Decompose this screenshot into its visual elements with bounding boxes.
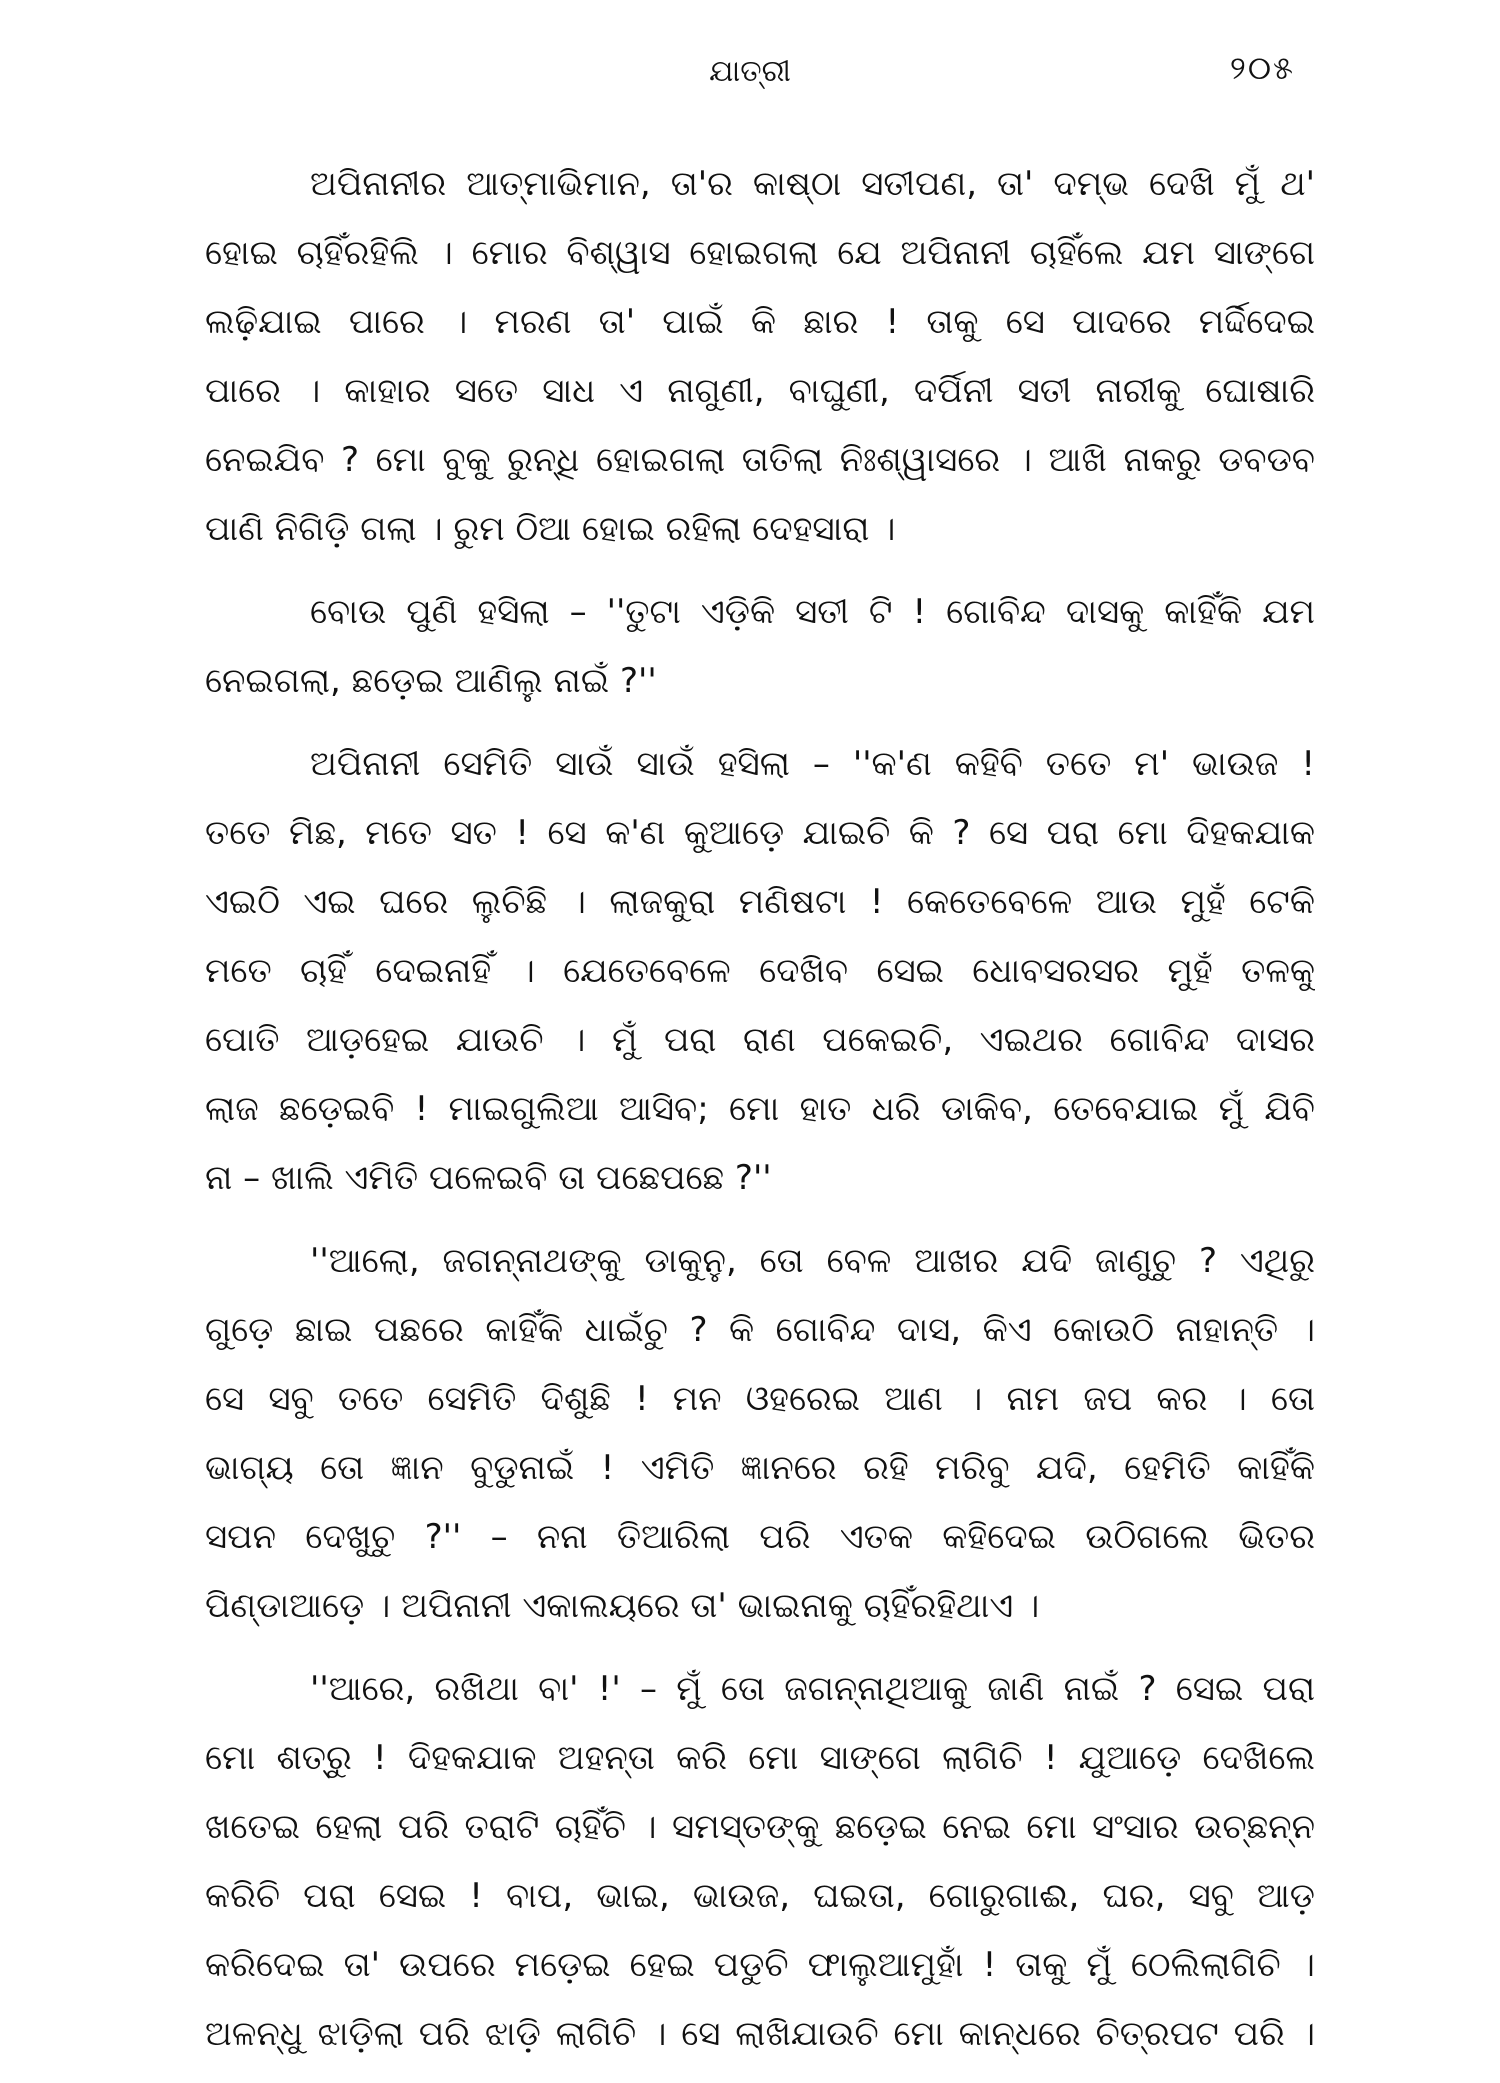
text-line: ତତେ ମିଛ, ମତେ ସତ ! ସେ କ'ଣ କୁଆଡ଼େ ଯାଇଚି କି ? ସେ ପରା ମୋ ଦିହକଯାକ — [205, 813, 1315, 853]
text-line: ଲାଜ ଛଡ଼େଇବି ! ମାଇଗୁଲିଆ ଆସିବ; ମୋ ହାତ ଧରି ଡାକିବ, ତେବେଯାଇ ମୁଁ ଯିବି — [205, 1089, 1315, 1129]
text-line: ଅପିନାନୀର ଆତ୍ମାଭିମାନ, ତା'ର କାଷ୍ଠା ସତୀପଣ, ତା' ଦମ୍ଭ ଦେଖି ମୁଁ ଥ' — [310, 164, 1315, 204]
text-line: ଏଇଠି ଏଇ ଘରେ ଲୁଚିଛି । ଲାଜକୁରା ମଣିଷଟା ! କେତେବେଳେ ଆଉ ମୁହଁ ଟେକି — [205, 882, 1315, 922]
text-line: ମତେ ଚାହିଁ ଦେଇନାହିଁ । ଯେତେବେଳେ ଦେଖିବ ସେଇ ଧୋବସରସର ମୁହଁ ତଳକୁ — [205, 951, 1315, 991]
text-line: ପାଣି ନିଗିଡ଼ି ଗଲା । ରୁମ ଠିଆ ହୋଇ ରହିଲା ଦେହସାରା । — [205, 509, 896, 549]
paragraph — [205, 578, 1315, 716]
text-line: ଖତେଇ ହେଲା ପରି ତରାଟି ଚାହିଁଚି । ସମସ୍ତଙ୍କୁ ଛଡ଼େଇ ନେଇ ମୋ ସଂସାର ଉଚ୍ଛନ୍ନ — [205, 1807, 1315, 1847]
paragraph — [205, 730, 1315, 1213]
page-number: ୨୦୫ — [1229, 49, 1295, 87]
text-line: ''ଆଲୋ, ଜଗନ୍ନାଥଙ୍କୁ ଡାକୁନୁ, ତୋ ବେଳ ଆଖର ଯଦି ଜାଣୁଚୁ ? ଏଥିରୁ — [310, 1241, 1315, 1281]
paragraph — [205, 1655, 1315, 2069]
text-line: ନେଇଯିବ ? ମୋ ବୁକୁ ରୁନ୍ଧି ହୋଇଗଲା ତାତିଲା ନିଃଶ୍ୱାସରେ । ଆଖି ନାକରୁ ଡବଡବ — [205, 440, 1315, 480]
text-line: ସେ ସବୁ ତତେ ସେମିତି ଦିଶୁଛି ! ମନ ଓହରେଇ ଆଣ । ନାମ ଜପ କର । ତୋ — [205, 1379, 1315, 1419]
page-header-title: ଯାତ୍ରୀ — [709, 54, 791, 89]
paragraph — [205, 1227, 1315, 1641]
text-line: ନେଇଗଲା, ଛଡ଼େଇ ଆଣିଲୁ ନାଇଁ ?'' — [205, 661, 657, 701]
text-line: ନା – ଖାଲି ଏମିତି ପଳେଇବି ତା ପଛେପଛେ ?'' — [205, 1158, 772, 1198]
text-line: ଲଢ଼ିଯାଇ ପାରେ । ମରଣ ତା' ପାଇଁ କି ଛାର ! ତାକୁ ସେ ପାଦରେ ମର୍ଦ୍ଦିଦେଇ — [205, 302, 1315, 342]
text-line: ଅଳନ୍ଧୁ ଝାଡ଼ିଲା ପରି ଝାଡ଼ି ଲାଗିଚି । ସେ ଲାଖିଯାଉଚି ମୋ କାନ୍ଧରେ ଚିତ୍ରପଟ ପରି । — [205, 2014, 1315, 2054]
text-line: ସପନ ଦେଖୁଚୁ ?'' – ନନା ତିଆରିଲା ପରି ଏତକ କହିଦେଇ ଉଠିଗଲେ ଭିତର — [205, 1517, 1315, 1557]
text-line: କରିଚି ପରା ସେଇ ! ବାପ, ଭାଇ, ଭାଉଜ, ଘଇତା, ଗୋରୁଗାଈ, ଘର, ସବୁ ଆଡ଼ — [205, 1876, 1315, 1916]
text-line: ପିଣ୍ଡାଆଡ଼େ । ଅପିନାନୀ ଏକାଲୟରେ ତା' ଭାଇନାକୁ ଚାହିଁରହିଥାଏ । — [205, 1586, 1040, 1626]
text-line: ପାରେ । କାହାର ସତେ ସାଧ ଏ ନାଗୁଣୀ, ବାଘୁଣୀ, ଦର୍ପିନୀ ସତୀ ନାରୀକୁ ଘୋଷାରି — [205, 371, 1315, 411]
text-line: ଭାଗ୍ୟ ତୋ ଜ୍ଞାନ ବୁଡୁନାଇଁ ! ଏମିତି ଜ୍ଞାନରେ ରହି ମରିବୁ ଯଦି, ହେମିତି କାହିଁକି — [205, 1448, 1315, 1488]
text-line: ''ଆରେ, ରଖିଥା ବା' !' – ମୁଁ ତୋ ଜଗନ୍ନାଥିଆକୁ ଜାଣି ନାଇଁ ? ସେଇ ପରା — [310, 1669, 1315, 1709]
text-line: ଅପିନାନୀ ସେମିତି ସାଉଁ ସାଉଁ ହସିଲା – ''କ'ଣ କହିବି ତତେ ମ' ଭାଉଜ ! — [310, 744, 1315, 784]
paragraph — [205, 150, 1315, 564]
text-line: ଗୁଡ଼େ ଛାଇ ପଛରେ କାହିଁକି ଧାଇଁଚୁ ? କି ଗୋବିନ୍ଦ ଦାସ, କିଏ କୋଉଠି ନାହାନ୍ତି । — [205, 1310, 1315, 1350]
text-line: ହୋଇ ଚାହିଁରହିଲି । ମୋର ବିଶ୍ୱାସ ହୋଇଗଲା ଯେ ଅପିନାନୀ ଚାହିଁଲେ ଯମ ସାଙ୍ଗେ — [205, 233, 1315, 273]
page-body — [205, 150, 1315, 2083]
text-line: ପୋତି ଆଡ଼ହେଇ ଯାଉଚି । ମୁଁ ପରା ରାଣ ପକେଇଚି, ଏଇଥର ଗୋବିନ୍ଦ ଦାସର — [205, 1020, 1315, 1060]
text-line: ବୋଉ ପୁଣି ହସିଲା – ''ତୁଟା ଏଡ଼ିକି ସତୀ ଟି ! ଗୋବିନ୍ଦ ଦାସକୁ କାହିଁକି ଯମ — [310, 592, 1315, 632]
text-line: କରିଦେଇ ତା' ଉପରେ ମଡ଼େଇ ହେଇ ପଡୁଚି ଫାଲୁଆମୁହାଁ ! ତାକୁ ମୁଁ ଠେଲିଲାଗିଚି । — [205, 1945, 1315, 1985]
text-line: ମୋ ଶତ୍ରୁ ! ଦିହକଯାକ ଅହନ୍ତା କରି ମୋ ସାଙ୍ଗେ ଲାଗିଚି ! ଯୁଆଡ଼େ ଦେଖିଲେ — [205, 1738, 1315, 1778]
